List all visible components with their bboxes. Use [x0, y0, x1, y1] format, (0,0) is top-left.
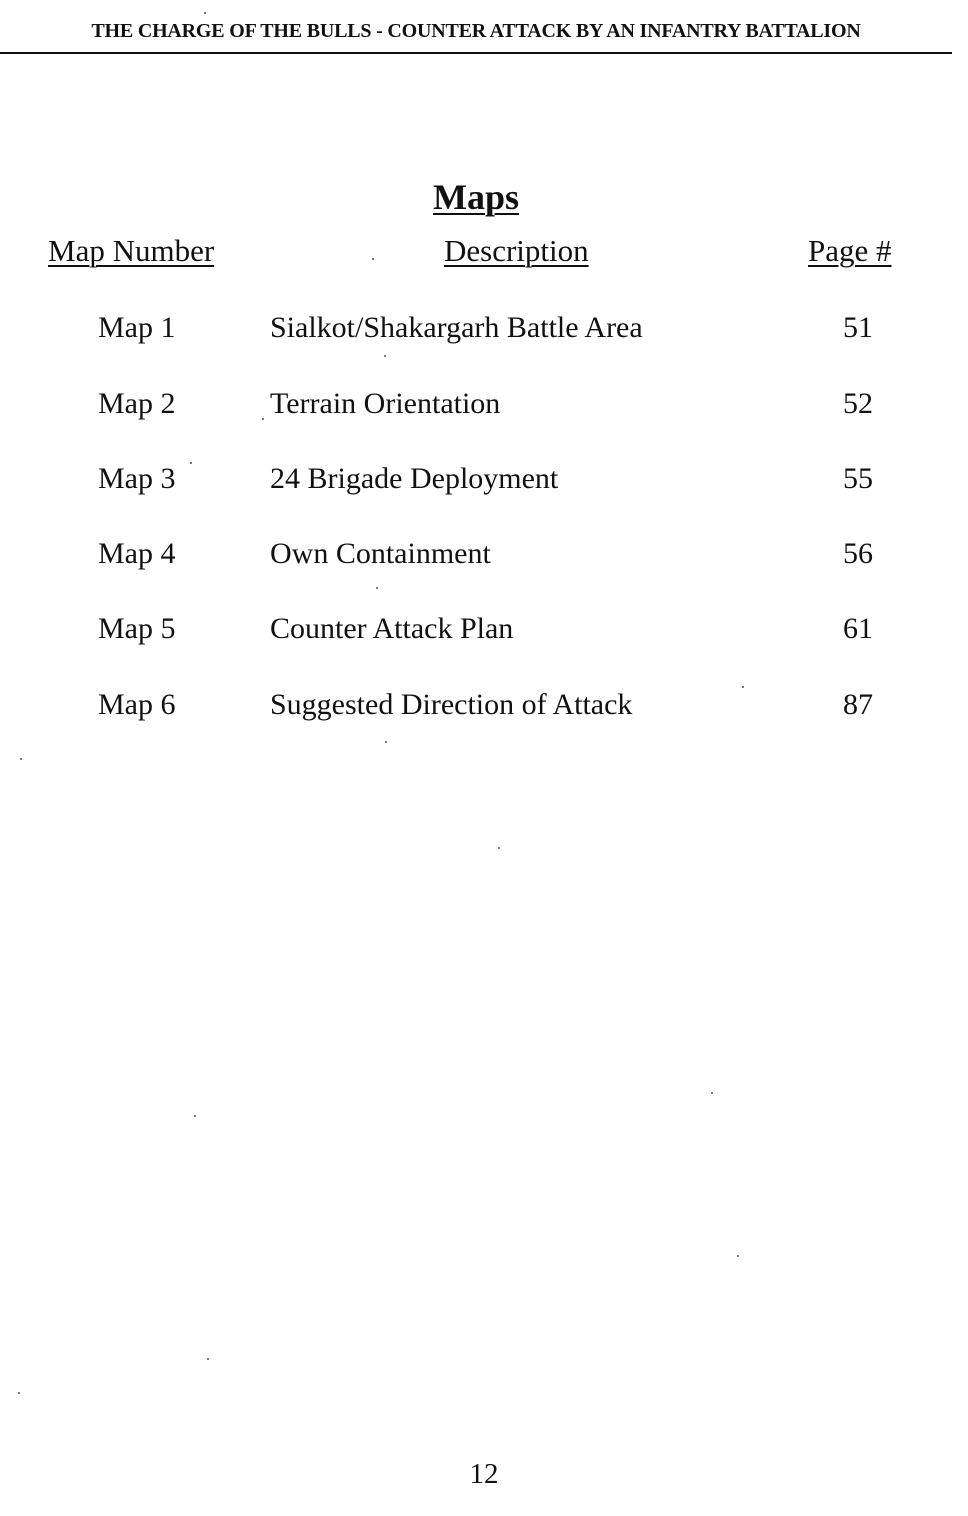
map-description: Sialkot/Shakargarh Battle Area — [270, 311, 643, 344]
map-row — [0, 387, 968, 427]
map-page: 61 — [843, 612, 873, 645]
map-page: 56 — [843, 537, 873, 570]
map-number: Map 5 — [98, 612, 176, 645]
scan-speck — [20, 758, 22, 760]
column-header-page: Page # — [808, 233, 892, 268]
map-number: Map 6 — [98, 688, 176, 721]
map-description: Suggested Direction of Attack — [270, 688, 633, 721]
map-page: 52 — [843, 387, 873, 420]
column-header-description: Description — [444, 233, 589, 268]
scan-speck — [737, 1255, 739, 1257]
scan-speck — [742, 686, 744, 688]
scan-speck — [372, 258, 374, 260]
running-header: THE CHARGE OF THE BULLS - COUNTER ATTACK BY AN INFANTRY BATTALION — [91, 20, 861, 42]
scan-speck — [18, 1392, 20, 1394]
map-number: Map 4 — [98, 537, 176, 570]
section-title: Maps — [432, 177, 519, 217]
scan-speck — [384, 355, 386, 357]
scan-speck — [194, 1115, 196, 1117]
scan-speck — [498, 847, 500, 849]
map-row — [0, 612, 968, 652]
map-row — [0, 537, 968, 577]
column-header-map-number: Map Number — [48, 233, 215, 268]
map-page: 51 — [843, 311, 873, 344]
scan-speck — [376, 587, 378, 589]
map-description: 24 Brigade Deployment — [270, 462, 559, 495]
scan-speck — [262, 418, 264, 420]
scan-speck — [207, 1358, 209, 1360]
scan-speck — [190, 462, 192, 464]
map-page: 55 — [843, 462, 873, 495]
map-description: Terrain Orientation — [270, 387, 501, 420]
map-description: Own Containment — [270, 537, 491, 570]
map-number: Map 1 — [98, 311, 176, 344]
map-row — [0, 462, 968, 502]
map-number: Map 2 — [98, 387, 176, 420]
scan-speck — [385, 741, 387, 743]
map-number: Map 3 — [98, 462, 176, 495]
map-row — [0, 688, 968, 728]
header-rule — [0, 52, 952, 54]
page-number: 12 — [469, 1458, 499, 1490]
scan-speck — [204, 12, 206, 14]
map-description: Counter Attack Plan — [270, 612, 514, 645]
scan-speck — [711, 1092, 713, 1094]
map-page: 87 — [843, 688, 873, 721]
map-row — [0, 311, 968, 351]
